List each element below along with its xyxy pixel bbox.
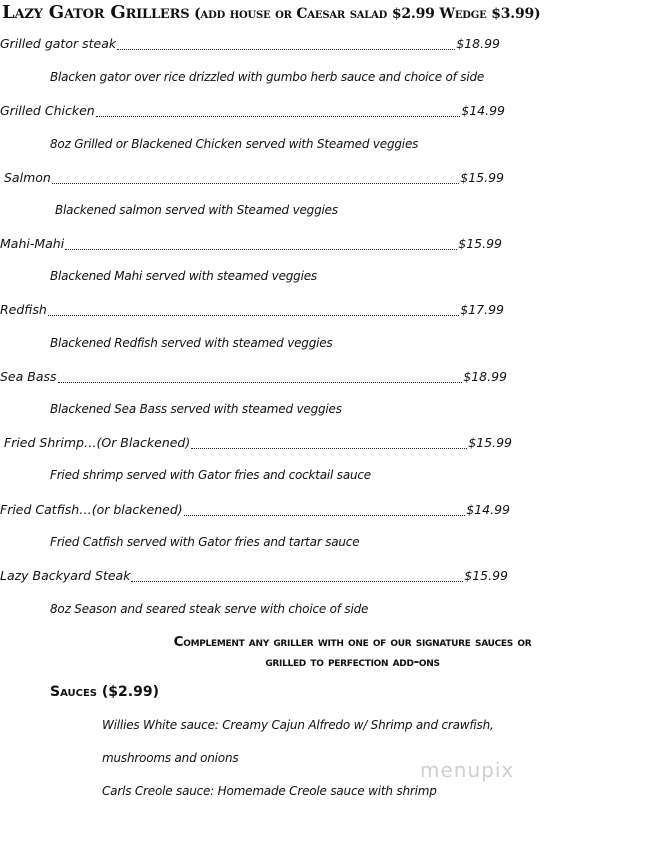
sauces-heading: Sauces ($2.99)	[50, 684, 159, 700]
item-name: Sea Bass	[0, 369, 57, 384]
sauce-line: Willies White sauce: Creamy Cajun Alfredo w/ Shrimp and crawfish,	[102, 718, 494, 732]
dot-leader	[96, 115, 461, 117]
menu-item	[0, 369, 507, 387]
item-name: Fried Shrimp…(Or Blackened)	[4, 435, 191, 450]
complement-heading	[50, 632, 655, 672]
item-description: Blackened salmon served with Steamed veggies	[55, 203, 338, 217]
item-name: Salmon	[4, 170, 51, 185]
dot-leader	[52, 182, 459, 184]
watermark: menupix	[420, 758, 515, 782]
item-price: $18.99	[463, 369, 507, 384]
dot-leader	[191, 447, 467, 449]
dot-leader	[65, 248, 457, 250]
sauce-line: mushrooms and onions	[102, 751, 239, 765]
dot-leader	[48, 314, 459, 316]
item-price: $17.99	[460, 302, 504, 317]
item-description: Blackened Redfish served with steamed veggies	[50, 336, 333, 350]
menu-item	[4, 170, 504, 188]
menu-item	[0, 302, 504, 320]
item-description: 8oz Grilled or Blackened Chicken served with Steamed veggies	[50, 137, 419, 151]
menu-title-note: (add house or Caesar salad $2.99 Wedge $3.99)	[194, 6, 541, 22]
item-price: $15.99	[464, 568, 508, 583]
complement-line: Complement any griller with one of our signature sauces or	[173, 634, 532, 650]
menu-item	[0, 568, 508, 586]
item-price: $18.99	[456, 36, 500, 51]
sauce-line: Carls Creole sauce: Homemade Creole sauce with shrimp	[102, 784, 437, 798]
item-description: 8oz Season and seared steak serve with choice of side	[50, 602, 369, 616]
dot-leader	[131, 580, 463, 582]
item-name: Mahi-Mahi	[0, 236, 65, 251]
item-description: Fried shrimp served with Gator fries and cocktail sauce	[50, 468, 371, 482]
dot-leader	[58, 381, 463, 383]
menu-item	[0, 36, 500, 54]
menu-item	[0, 502, 510, 520]
item-price: $14.99	[461, 103, 505, 118]
menu-title	[2, 2, 654, 23]
item-price: $15.99	[460, 170, 504, 185]
menu-item	[0, 103, 505, 121]
menu-item	[0, 236, 502, 254]
menu-item	[4, 435, 512, 453]
item-name: Lazy Backyard Steak	[0, 568, 131, 583]
item-name: Fried Catfish…(or blackened)	[0, 502, 183, 517]
item-price: $15.99	[458, 236, 502, 251]
item-name: Grilled gator steak	[0, 36, 117, 51]
complement-line: grilled to perfection add-ons	[265, 654, 440, 670]
item-price: $15.99	[468, 435, 512, 450]
item-description: Blackened Mahi served with steamed veggies	[50, 269, 317, 283]
item-description: Blacken gator over rice drizzled with gumbo herb sauce and choice of side	[50, 70, 485, 84]
item-name: Grilled Chicken	[0, 103, 95, 118]
menu-title-main: Lazy Gator Grillers	[2, 2, 190, 23]
item-description: Fried Catfish served with Gator fries and tartar sauce	[50, 535, 360, 549]
item-name: Redfish	[0, 302, 47, 317]
dot-leader	[184, 514, 466, 516]
item-description: Blackened Sea Bass served with steamed veggies	[50, 402, 342, 416]
dot-leader	[117, 48, 455, 50]
item-price: $14.99	[466, 502, 510, 517]
